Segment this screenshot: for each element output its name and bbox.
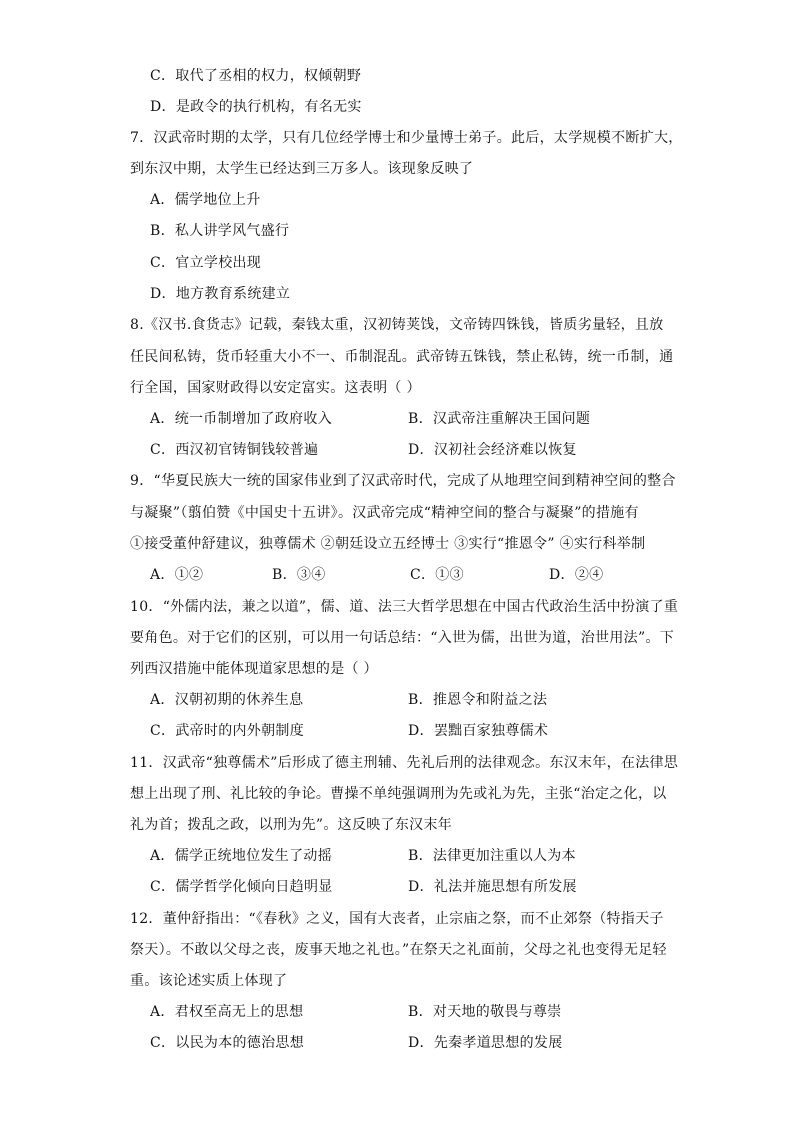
q9-option-b: B．③④ [272,567,326,583]
q8-option-a: A．统一币制增加了政府收入 [150,411,333,427]
q8-option-c: C．西汉初官铸铜钱较普遍 [150,442,319,458]
q7-option-c: C．官立学校出现 [150,255,262,271]
q10-option-b: B．推恩令和附益之法 [408,692,548,708]
q12-stem-line-2: 祭天）。不敢以父母之丧，废事天地之礼也。”在祭天之礼面前，父母之礼也变得无足轻 [130,942,667,958]
q9-stem-line-1: 9．“华夏民族大一统的国家伟业到了汉武帝时代，完成了从地理空间到精神空间的整合 [130,473,676,489]
q12-option-d: D．先秦孝道思想的发展 [408,1035,563,1051]
q9-option-a: A．①② [150,567,204,583]
q11-stem-line-2: 想上出现了刑、礼比较的争论。曹操不单纯强调刑为先或礼为先，主张“治定之化，以 [130,786,667,802]
q11-option-b: B．法律更加注重以人为本 [408,848,576,864]
q7-stem-line-1: 7．汉武帝时期的太学，只有几位经学博士和少量博士弟子。此后，太学规模不断扩大， [130,130,683,146]
q11-stem-line-3: 礼为首；拨乱之政，以刑为先”。这反映了东汉末年 [130,817,453,833]
q9-option-d: D．②④ [549,567,604,583]
q11-option-a: A．儒学正统地位发生了动摇 [150,848,333,864]
q12-stem-line-3: 重。该论述实质上体现了 [130,973,288,989]
q12-option-a: A．君权至高无上的思想 [150,1004,304,1020]
q12-option-b: B．对天地的敬畏与尊崇 [408,1004,562,1020]
q10-stem-line-1: 10．“外儒内法，兼之以道”，儒、道、法三大哲学思想在中国古代政治生活中扮演了重 [130,599,679,615]
q10-stem-line-3: 列西汉措施中能体现道家思想的是（ ） [130,661,378,677]
q8-stem-line-2: 任民间私铸，货币轻重大小不一、币制混乱。武帝铸五铢钱，禁止私铸，统一币制，通 [130,349,674,365]
q12-stem-line-1: 12．董仲舒指出：“《春秋》之义，国有大丧者，止宗庙之祭，而不止郊祭（特指天子 [130,911,664,927]
q8-stem-line-3: 行全国，国家财政得以安定富实。这表明（ ） [130,380,421,396]
q12-option-c: C．以民为本的德治思想 [150,1035,305,1051]
q9-stem-line-2: 与凝聚”（翦伯赞《中国史十五讲》。汉武帝完成“精神空间的整合与凝聚”的措施有 [130,505,639,521]
prev-option-c: C．取代了丞相的权力，权倾朝野 [150,68,362,84]
q10-option-c: C．武帝时的内外朝制度 [150,723,305,739]
q9-stem-line-3: ①接受董仲舒建议，独尊儒术 ②朝廷设立五经博士 ③实行“推恩令” ④实行科举制 [130,536,646,552]
q10-option-a: A．汉朝初期的休养生息 [150,692,304,708]
q7-stem-line-2: 到东汉中期，太学生已经达到三万多人。该现象反映了 [130,161,474,177]
q11-stem-line-1: 11．汉武帝“独尊儒术”后形成了德主刑辅、先礼后刑的法律观念。东汉末年，在法律思 [130,755,679,771]
q9-option-c: C．①③ [410,567,464,583]
q10-stem-line-2: 要角色。对于它们的区别，可以用一句话总结：“入世为儒，出世为道，治世用法”。下 [130,630,675,646]
q8-stem-line-1: 8.《汉书.食货志》记载，秦钱太重，汉初铸荚饯，文帝铸四铢钱，皆质劣量轻，且放 [130,317,664,333]
q8-option-d: D．汉初社会经济难以恢复 [408,442,577,458]
prev-option-d: D．是政令的执行机构，有名无实 [150,99,362,115]
q11-option-d: D．礼法并施思想有所发展 [408,879,577,895]
q8-option-b: B．汉武帝注重解决王国问题 [408,411,591,427]
q11-option-c: C．儒学哲学化倾向日趋明显 [150,879,333,895]
q7-option-a: A．儒学地位上升 [150,192,261,208]
q10-option-d: D．罢黜百家独尊儒术 [408,723,549,739]
q7-option-b: B．私人讲学风气盛行 [150,223,290,239]
q7-option-d: D．地方教育系统建立 [150,286,291,302]
